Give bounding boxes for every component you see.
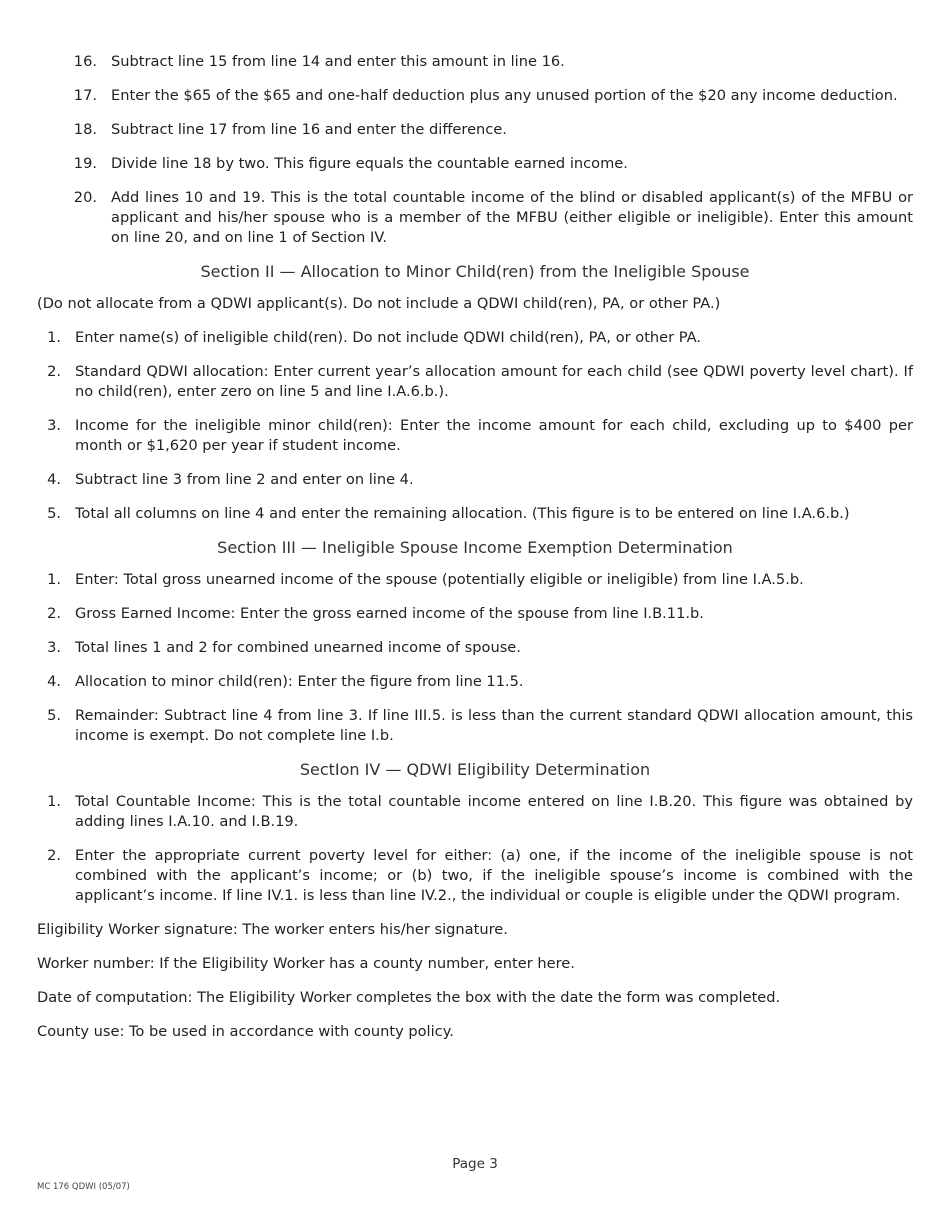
section-2-list [37, 328, 913, 524]
list-item: 3. Total lines 1 and 2 for combined unearned income of spouse. [47, 639, 521, 656]
section-4-list [37, 792, 913, 906]
list-item: 17. Enter the $65 of the $65 and one-half deduction plus any unused portion of the $20 any income deduction. [73, 87, 898, 104]
list-item: 2. Enter the appropriate current poverty level for either: (a) one, if the income of the ineligible spouse is not combined with the applicant’s income; or (b) two, if the ineligible spouse’s income is combined with the applicant’s income. If line IV.1. is less than line IV.2., the individual or couple is eligible under the QDWI program. [47, 847, 913, 904]
section-3-heading: Section III — Ineligible Spouse Income Exemption Determination [217, 538, 733, 557]
list-item: 18. Subtract line 17 from line 16 and enter the difference. [73, 121, 507, 138]
list-item: 20. Add lines 10 and 19. This is the total countable income of the blind or disabled applicant(s) of the MFBU or applicant and his/her spouse who is a member of the MFBU (either eligible or ineligible). Enter this amount on line 20, and on line 1 of Section IV. [73, 189, 913, 246]
closing-paragraph: Date of computation: The Eligibility Worker completes the box with the date the form was completed. [37, 989, 781, 1006]
list-item: 3. Income for the ineligible minor child(ren): Enter the income amount for each child, excluding up to $400 per month or $1,620 per year if student income. [47, 417, 913, 454]
section-3-list [37, 570, 913, 746]
closing-paragraph: Eligibility Worker signature: The worker enters his/her signature. [37, 921, 508, 938]
closing-notes [37, 920, 913, 1042]
form-id: MC 176 QDWI (05/07) [37, 1182, 130, 1192]
list-item: 1. Total Countable Income: This is the total countable income entered on line I.B.20. This figure was obtained by adding lines I.A.10. and I.B.19. [47, 793, 913, 830]
list-item: 2. Gross Earned Income: Enter the gross earned income of the spouse from line I.B.11.b. [47, 605, 704, 622]
list-item: 4. Allocation to minor child(ren): Enter the figure from line 11.5. [47, 673, 524, 690]
top-list [37, 0, 913, 248]
list-item: 19. Divide line 18 by two. This figure equals the countable earned income. [73, 155, 628, 172]
section-2-note: (Do not allocate from a QDWI applicant(s). Do not include a QDWI child(ren), PA, or other PA.) [37, 295, 721, 312]
section-2-heading: Section II — Allocation to Minor Child(ren) from the Ineligible Spouse [200, 262, 750, 281]
document-page [37, 0, 913, 1056]
list-item: 16. Subtract line 15 from line 14 and enter this amount in line 16. [73, 53, 565, 70]
list-item: 1. Enter: Total gross unearned income of the spouse (potentially eligible or ineligible) from line I.A.5.b. [47, 571, 804, 588]
list-item: 5. Remainder: Subtract line 4 from line 3. If line III.5. is less than the current standard QDWI allocation amount, this income is exempt. Do not complete line I.b. [47, 707, 913, 744]
section-4-heading: SectIon IV — QDWI Eligibility Determination [299, 760, 651, 779]
closing-paragraph: County use: To be used in accordance with county policy. [37, 1023, 454, 1040]
list-item: 5. Total all columns on line 4 and enter the remaining allocation. (This figure is to be entered on line I.A.6.b.) [47, 505, 850, 522]
list-item: 2. Standard QDWI allocation: Enter current year’s allocation amount for each child (see QDWI poverty level chart). If no child(ren), enter zero on line 5 and line I.A.6.b.). [47, 363, 913, 400]
closing-paragraph: Worker number: If the Eligibility Worker has a county number, enter here. [37, 955, 575, 972]
list-item: 1. Enter name(s) of ineligible child(ren). Do not include QDWI child(ren), PA, or other PA. [47, 329, 702, 346]
list-item: 4. Subtract line 3 from line 2 and enter on line 4. [47, 471, 414, 488]
page-number: Page 3 [452, 1156, 498, 1172]
